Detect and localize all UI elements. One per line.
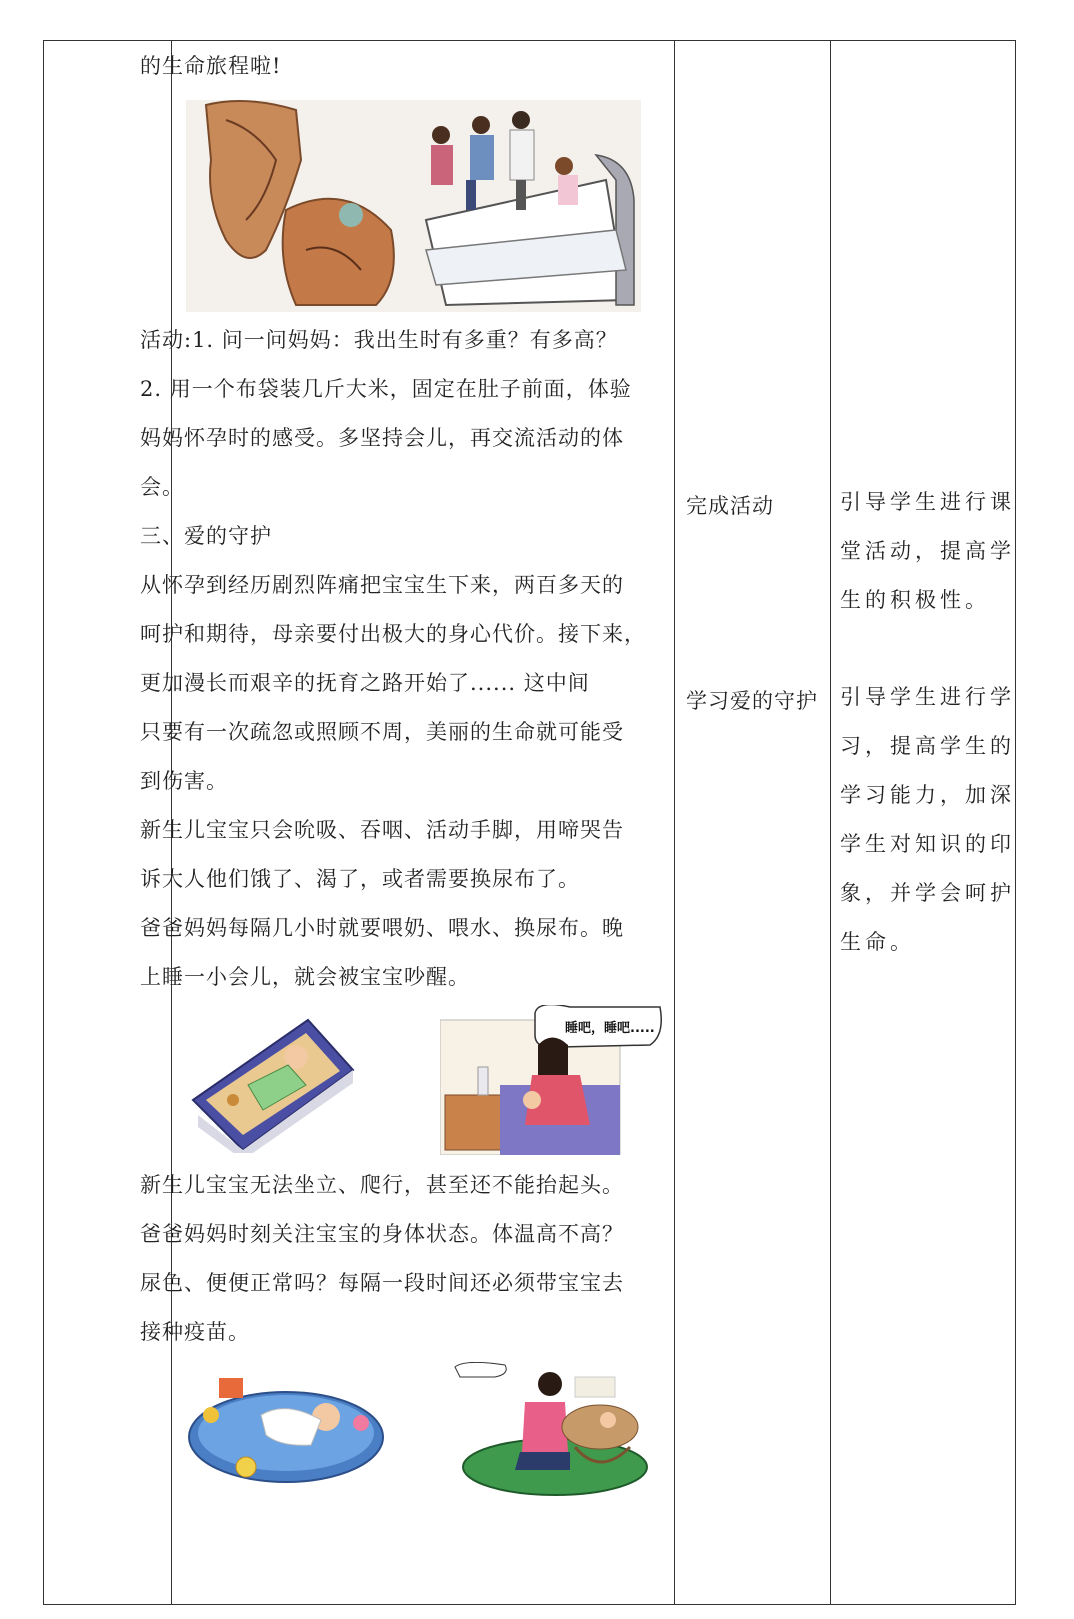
- student-activity-2: 学习爱的守护: [686, 689, 818, 713]
- content-line: 到伤害。: [140, 769, 228, 793]
- content-line: 尿色、便便正常吗？每隔一段时间还必须带宝宝去: [140, 1271, 624, 1295]
- intent-line: 学习能力，加深: [840, 783, 1015, 807]
- lower-text: [140, 1161, 630, 1357]
- content-line: 接种疫苗。: [140, 1320, 250, 1344]
- intent-line: 引导学生进行学: [840, 685, 1015, 709]
- design-intent-2: [840, 673, 1015, 967]
- baby-in-crib-illustration: [188, 1015, 356, 1153]
- content-line: 新生儿宝宝无法坐立、爬行，甚至还不能抬起头。: [140, 1173, 624, 1197]
- content-line: 2. 用一个布袋装几斤大米，固定在肚子前面，体验: [140, 377, 632, 401]
- activity-text: [140, 316, 646, 1002]
- mother-and-cradle-illustration: [450, 1362, 650, 1497]
- fetus-and-hospital-illustration: [186, 100, 641, 312]
- content-line: 活动:1. 问一问妈妈：我出生时有多重？有多高？: [140, 328, 618, 352]
- content-line: 妈妈怀孕时的感受。多坚持会儿，再交流活动的体: [140, 426, 624, 450]
- intent-line: 堂活动，提高学: [840, 539, 1015, 563]
- content-line: 爸爸妈妈时刻关注宝宝的身体状态。体温高不高？: [140, 1222, 624, 1246]
- content-line: 诉大人他们饿了、渴了，或者需要换尿布了。: [140, 867, 580, 891]
- content-line: 只要有一次疏忽或照顾不周，美丽的生命就可能受: [140, 720, 624, 744]
- section-heading: 三、爱的守护: [140, 524, 272, 548]
- bubble-text: 睡吧，睡吧.....: [565, 1021, 655, 1036]
- intent-line: 引导学生进行课: [840, 490, 1015, 514]
- student-activity-1: 完成活动: [686, 494, 774, 518]
- intent-line: 习，提高学生的: [840, 734, 1015, 758]
- column-divider: [674, 41, 675, 1604]
- intent-line: 生命。: [840, 930, 915, 954]
- content-line: 会。: [140, 475, 184, 499]
- content-line: 爸爸妈妈每隔几小时就要喂奶、喂水、换尿布。晚: [140, 916, 624, 940]
- content-line: 呵护和期待，母亲要付出极大的身心代价。接下来，: [140, 622, 646, 646]
- intent-line: 象，并学会呵护: [840, 881, 1015, 905]
- intent-line: 学生对知识的印: [840, 832, 1015, 856]
- content-line: 新生儿宝宝只会吮吸、吞咽、活动手脚，用啼哭告: [140, 818, 624, 842]
- content-line: 的生命旅程啦!: [140, 54, 282, 78]
- content-line: 从怀孕到经历剧烈阵痛把宝宝生下来，两百多天的: [140, 573, 624, 597]
- baby-on-playmat-illustration: [186, 1375, 386, 1485]
- column-divider: [830, 41, 831, 1604]
- content-line: 更加漫长而艰辛的抚育之路开始了...... 这中间: [140, 671, 590, 695]
- mother-feeding-illustration: [440, 1005, 665, 1155]
- intent-line: 生的积极性。: [840, 588, 990, 612]
- content-line: 上睡一小会儿，就会被宝宝吵醒。: [140, 965, 470, 989]
- design-intent-1: [840, 478, 1015, 625]
